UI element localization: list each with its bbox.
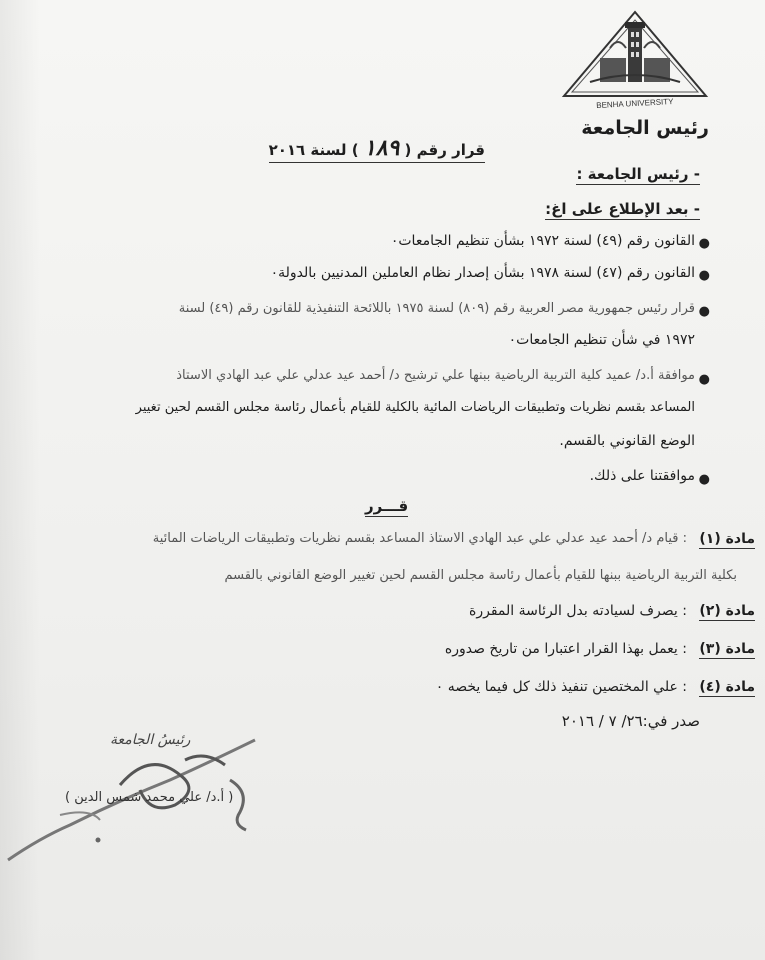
signature-name: ( أ.د/ علي محمد شمس الدين ) [65,790,234,805]
bullet-text-3-line-1: قرار رئيس جمهورية مصر العربية رقم (٨٠٩) لسنة ١٩٧٥ باللائحة التنفيذية للقانون رقم (٤٩) لسنة [178,301,695,316]
bullet-text-5: موافقتنا على ذلك. [589,468,695,484]
bullet-icon: ● [698,472,710,487]
article-3-text: : يعمل بهذا القرار اعتبارا من تاريخ صدوره [444,641,687,657]
decision-prefix: قرار رقم ( [404,141,485,159]
article-1-label: مادة (١) [699,531,755,547]
bullet-icon: ● [698,268,710,283]
bullet-icon: ● [698,372,710,387]
article-2-label: مادة (٢) [699,603,755,619]
bullet-icon: ● [698,304,710,319]
bullet-text-4-line-1: موافقة أ.د/ عميد كلية التربية الرياضية ببنها علي ترشيح د/ أحمد عيد عدلي علي عبد الهادي الاستاذ [176,368,695,383]
bullet-text-3-line-2: ١٩٧٢ في شأن تنظيم الجامعات٠ [508,332,695,348]
article-3-label: مادة (٣) [699,641,755,657]
intro-line-2: - بعد الإطلاع على اغ: [545,200,700,218]
logo-caption: BENHA UNIVERSITY [596,96,674,110]
bullet-text-2: القانون رقم (٤٧) لسنة ١٩٧٨ بشأن إصدار نظام العاملين المدنيين بالدولة٠ [270,265,695,281]
issued-date: صدر في:٢٦/ ٧ / ٢٠١٦ [561,712,700,730]
decides-heading: قـــرر [365,497,409,515]
article-1-line-1: : قيام د/ أحمد عيد عدلي علي عبد الهادي الاستاذ المساعد بقسم نظريات وتطبيقات الرياضات المائية [152,531,687,546]
signature-title: رئيسُ الجامعة [110,732,191,748]
article-4-label: مادة (٤) [699,679,755,695]
benha-university-logo-icon [560,8,710,110]
bullet-text-4-line-3: الوضع القانوني بالقسم. [559,433,695,449]
decision-number: ١٨٩ [363,135,400,161]
bullet-text-1: القانون رقم (٤٩) لسنة ١٩٧٢ بشأن تنظيم الجامعات٠ [390,233,695,249]
decision-number-line [269,135,485,163]
bullet-icon: ● [698,236,710,251]
page-title: رئيس الجامعة [581,117,709,139]
article-2-text: : يصرف لسيادته بدل الرئاسة المقررة [469,603,687,619]
decision-suffix: ) لسنة ٢٠١٦ [268,141,359,159]
article-4-text: : علي المختصين تنفيذ ذلك كل فيما يخصه ٠ [435,679,687,695]
bullet-text-4-line-2: المساعد بقسم نظريات وتطبيقات الرياضات المائية بالكلية للقيام بأعمال رئاسة مجلس القسم لحين تغيير [135,400,695,415]
article-1-line-2: بكلية التربية الرياضية ببنها للقيام بأعمال رئاسة مجلس القسم لحين تغيير الوضع القانوني بالقسم [224,568,737,583]
intro-line-1: - رئيس الجامعة : [576,165,700,183]
